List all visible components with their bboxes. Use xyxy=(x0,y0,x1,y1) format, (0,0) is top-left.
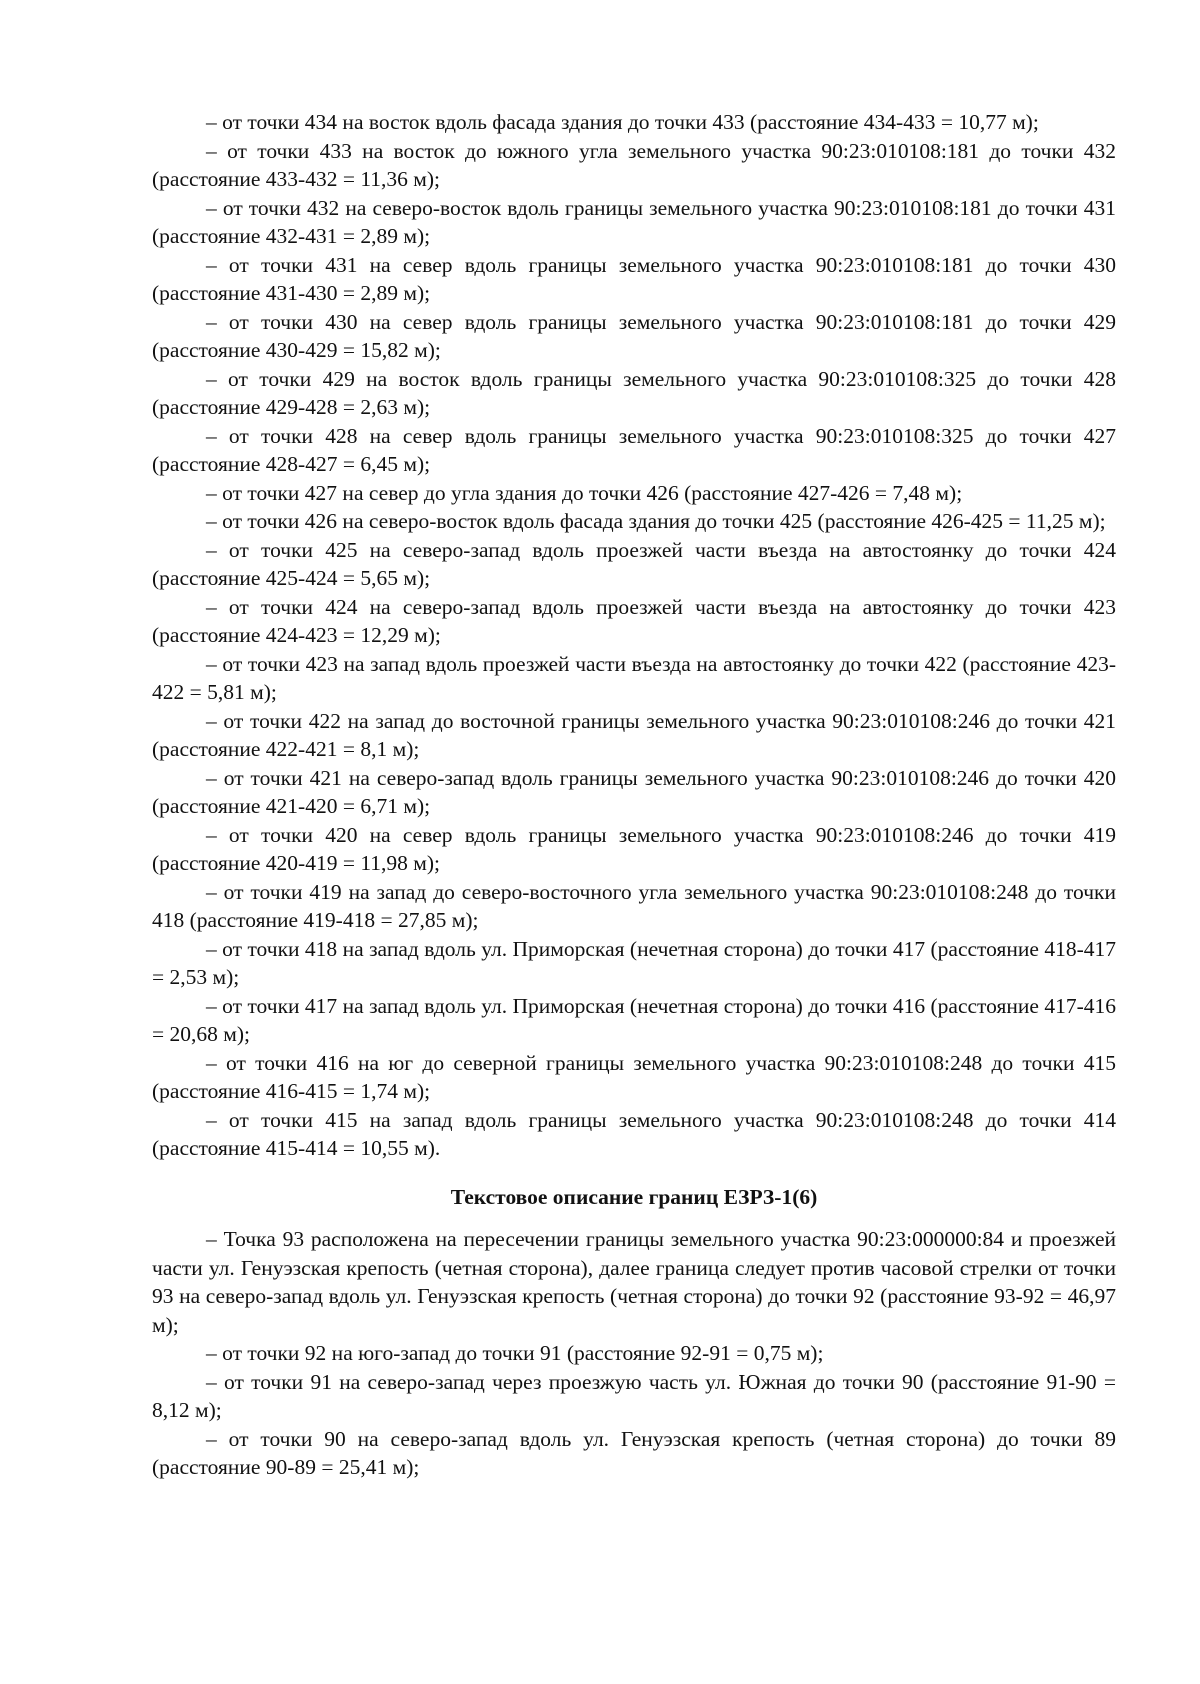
document-body xyxy=(152,108,1116,1482)
boundary-paragraph: – от точки 428 на север вдоль границы земельного участка 90:23:010108:325 до точки 427 (расстояние 428-427 = 6,45 м); xyxy=(152,423,1116,476)
boundary-paragraph: – от точки 426 на северо-восток вдоль фасада здания до точки 425 (расстояние 426-425 = 11,25 м); xyxy=(206,509,1106,533)
boundary-paragraph: – от точки 415 на запад вдоль границы земельного участка 90:23:010108:248 до точки 414 (расстояние 415-414 = 10,55 м). xyxy=(152,1107,1116,1160)
boundary-paragraph: – от точки 433 на восток до южного угла земельного участка 90:23:010108:181 до точки 432 (расстояние 433-432 = 11,36 м); xyxy=(152,138,1116,191)
boundary-paragraph: – от точки 425 на северо-запад вдоль проезжей части въезда на автостоянку до точки 424 (расстояние 425-424 = 5,65 м); xyxy=(152,537,1116,590)
boundary-paragraph: – от точки 91 на северо-запад через проезжую часть ул. Южная до точки 90 (расстояние 91-90 = 8,12 м); xyxy=(152,1369,1116,1422)
boundary-paragraph: – от точки 416 на юг до северной границы земельного участка 90:23:010108:248 до точки 415 (расстояние 416-415 = 1,74 м); xyxy=(152,1050,1116,1103)
boundary-paragraph: – от точки 431 на север вдоль границы земельного участка 90:23:010108:181 до точки 430 (расстояние 431-430 = 2,89 м); xyxy=(152,252,1116,305)
boundary-paragraph: – от точки 419 на запад до северо-восточного угла земельного участка 90:23:010108:248 до точки 418 (расстояние 419-418 = 27,85 м); xyxy=(152,879,1116,932)
boundary-paragraph: – от точки 434 на восток вдоль фасада здания до точки 433 (расстояние 434-433 = 10,77 м); xyxy=(206,110,1039,134)
boundary-paragraph: – от точки 418 на запад вдоль ул. Приморская (нечетная сторона) до точки 417 (расстояние 418-417 = 2,53 м); xyxy=(152,936,1116,989)
boundary-paragraph: – от точки 420 на север вдоль границы земельного участка 90:23:010108:246 до точки 419 (расстояние 420-419 = 11,98 м); xyxy=(152,822,1116,875)
boundary-paragraph: – от точки 430 на север вдоль границы земельного участка 90:23:010108:181 до точки 429 (расстояние 430-429 = 15,82 м); xyxy=(152,309,1116,362)
boundary-paragraph: – от точки 90 на северо-запад вдоль ул. Генуэзская крепость (четная сторона) до точки 89 (расстояние 90-89 = 25,41 м); xyxy=(152,1426,1116,1479)
boundary-paragraph: – от точки 417 на запад вдоль ул. Приморская (нечетная сторона) до точки 416 (расстояние 417-416 = 20,68 м); xyxy=(152,993,1116,1046)
boundary-paragraph: – от точки 92 на юго-запад до точки 91 (расстояние 92-91 = 0,75 м); xyxy=(206,1341,824,1365)
boundary-paragraph: – от точки 427 на север до угла здания до точки 426 (расстояние 427-426 = 7,48 м); xyxy=(206,480,963,505)
boundary-paragraph: – от точки 423 на запад вдоль проезжей части въезда на автостоянку до точки 422 (расстояние 423-422 = 5,81 м); xyxy=(152,651,1116,704)
section-heading: Текстовое описание границ ЕЗРЗ-1(6) xyxy=(450,1184,818,1209)
boundary-paragraph: – Точка 93 расположена на пересечении границы земельного участка 90:23:000000:84 и проезжей части ул. Генуэзская крепость (четная сторона), далее граница следует против часовой стрелки от точки 93 на северо-запад вдоль ул. Генуэзская крепость (четная сторона) до точки 92 (расстояние 93-92 = 46,97 м); xyxy=(152,1227,1116,1337)
boundary-paragraph: – от точки 429 на восток вдоль границы земельного участка 90:23:010108:325 до точки 428 (расстояние 429-428 = 2,63 м); xyxy=(152,366,1116,419)
boundary-paragraph: – от точки 421 на северо-запад вдоль границы земельного участка 90:23:010108:246 до точки 420 (расстояние 421-420 = 6,71 м); xyxy=(152,765,1116,818)
boundary-paragraph: – от точки 424 на северо-запад вдоль проезжей части въезда на автостоянку до точки 423 (расстояние 424-423 = 12,29 м); xyxy=(152,594,1116,647)
boundary-paragraph: – от точки 422 на запад до восточной границы земельного участка 90:23:010108:246 до точки 421 (расстояние 422-421 = 8,1 м); xyxy=(152,708,1116,761)
boundary-paragraph: – от точки 432 на северо-восток вдоль границы земельного участка 90:23:010108:181 до точки 431 (расстояние 432-431 = 2,89 м); xyxy=(152,195,1116,248)
